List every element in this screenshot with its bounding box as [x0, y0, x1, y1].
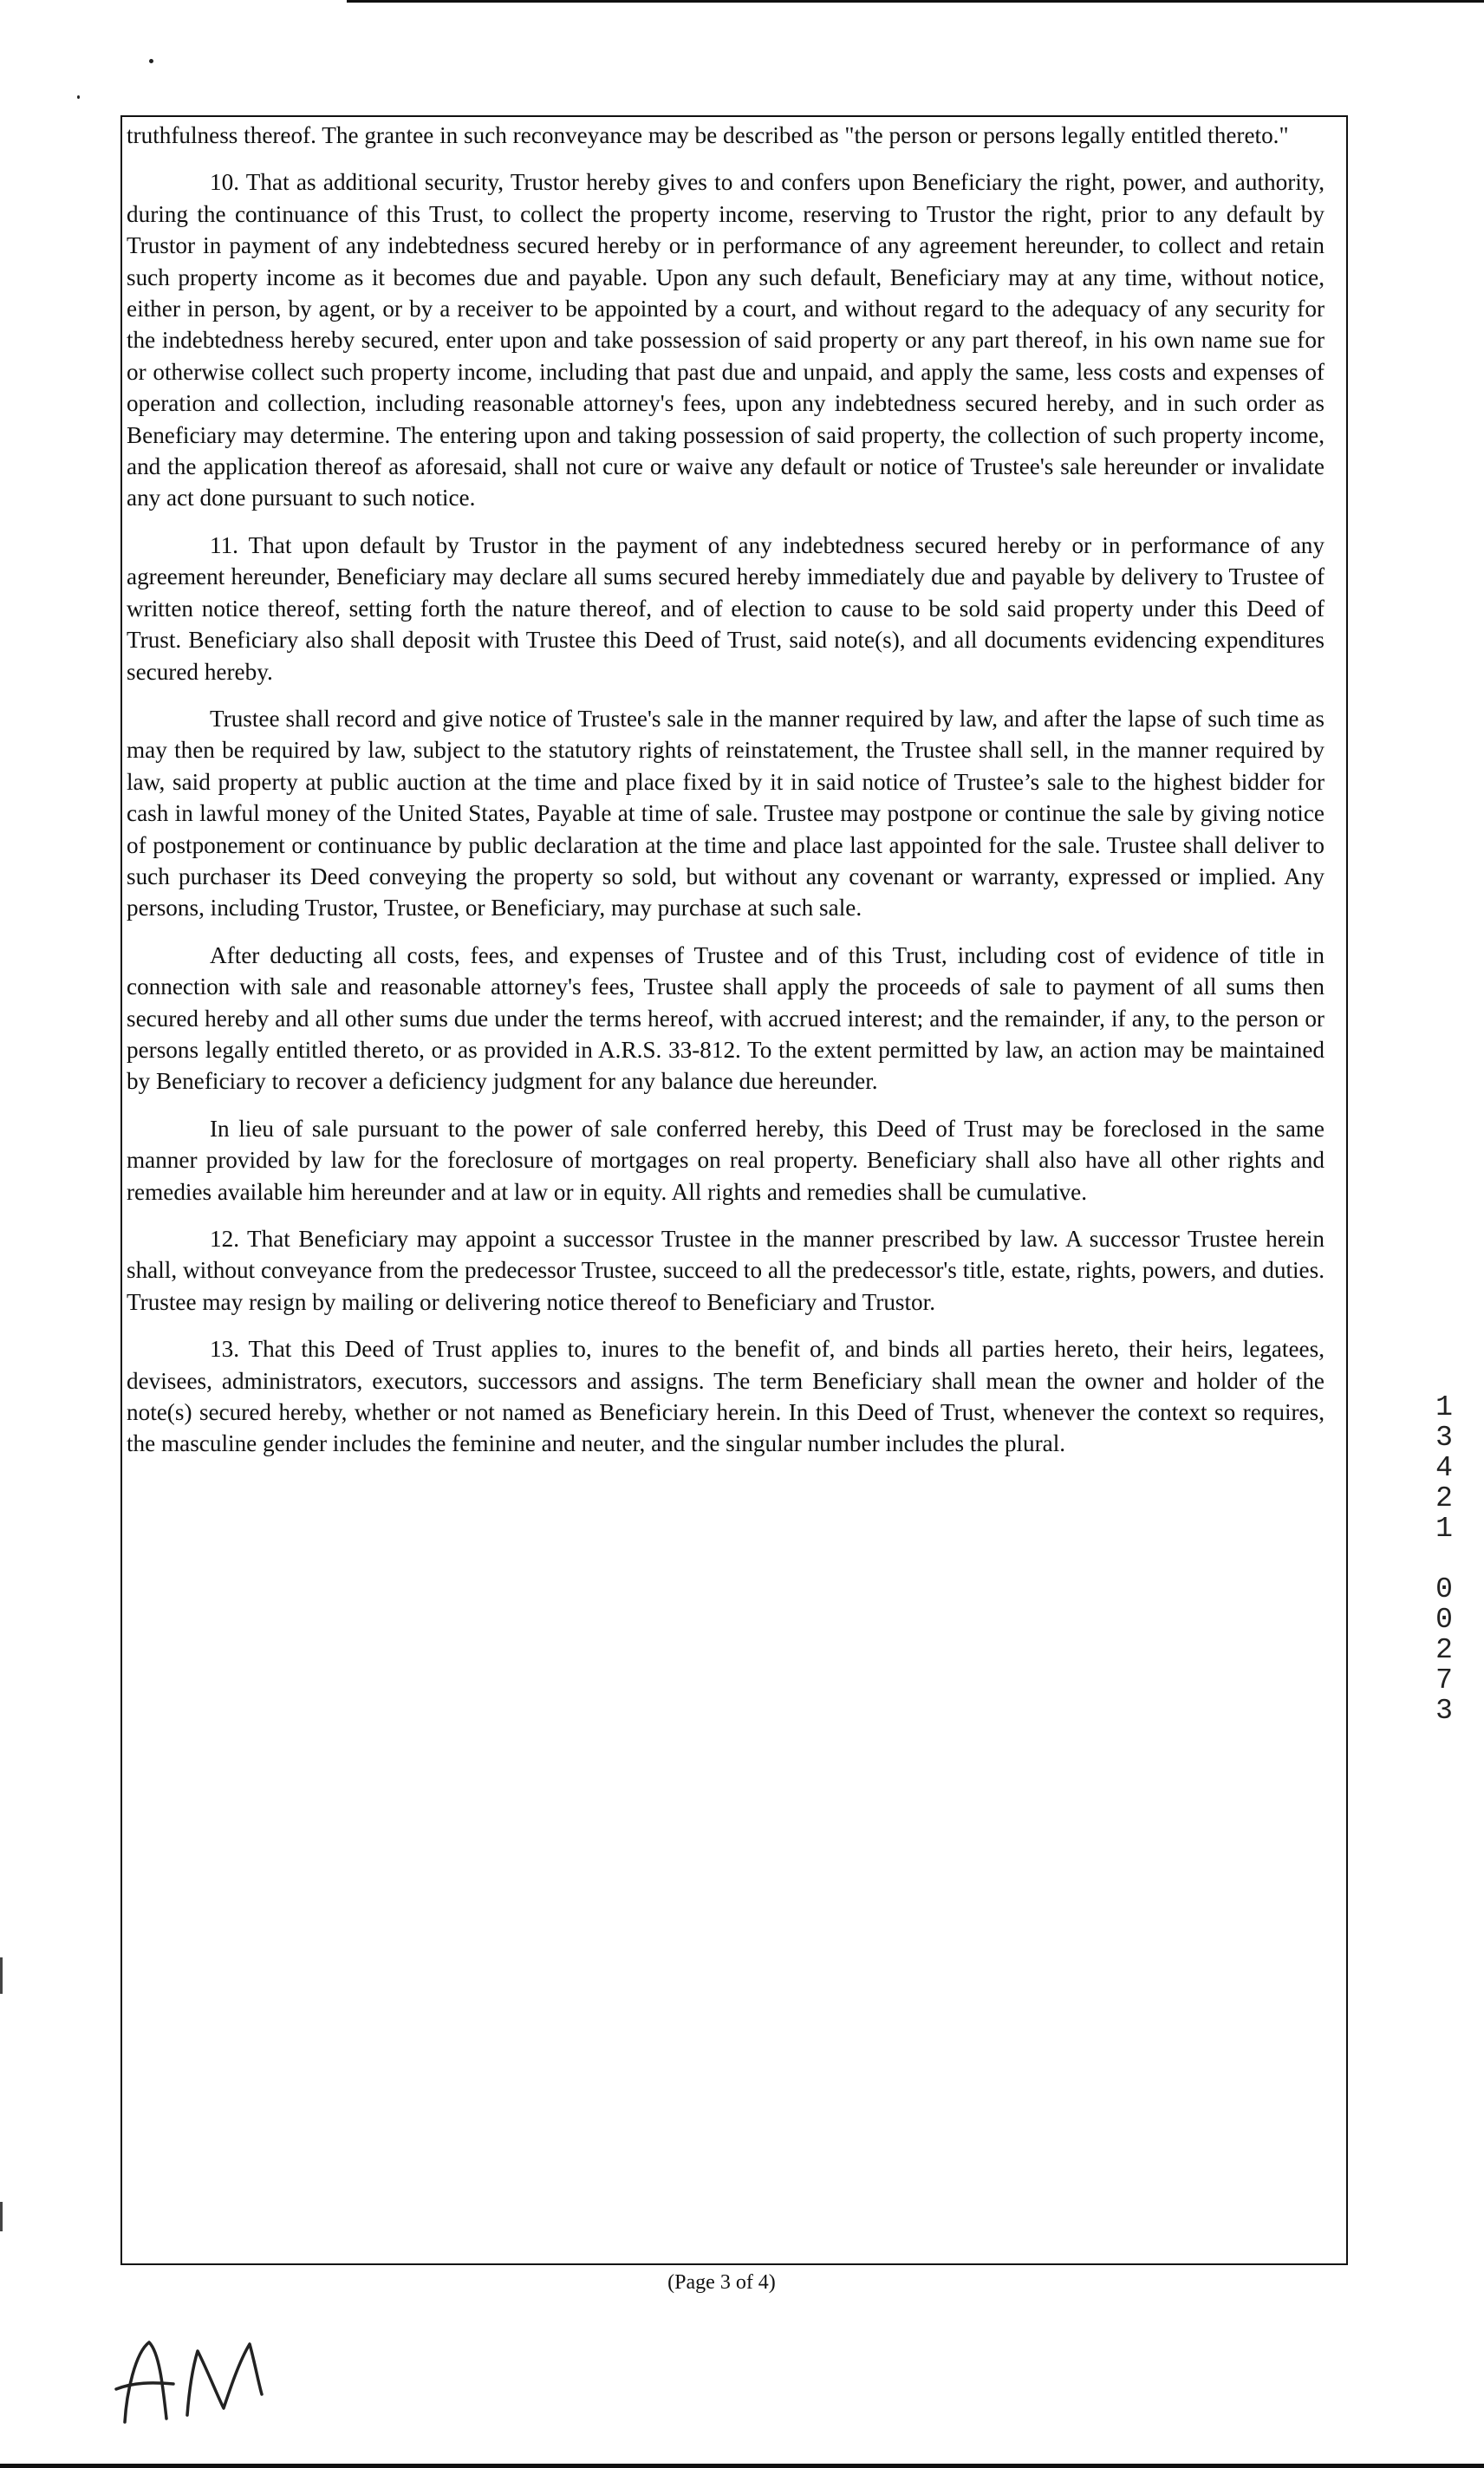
top-edge-rule [347, 0, 1484, 3]
bottom-edge-rule [0, 2464, 1484, 2468]
paragraph-10-assignment-of-income: 10. That as additional security, Trustor hereby gives to and confers upon Beneficiary the right, power, and authority, during the continuance of this Trust, to collect the property income, reserving to Trustor the right, prior to any default by Trustor in payment of any indebtedness secured hereby or in performance of any agreement hereunder, to collect and retain such property income as it becomes due and payable. Upon any such default, Beneficiary may at any time, without notice, either in person, by agent, or by a receiver to be appointed by a court, and without regard to the adequacy of any security for the indebtedness hereby secured, enter upon and take possession of said property or any part thereof, in his own name sue for or otherwise collect such property income, including that past due and unpaid, and apply the same, less costs and expenses of operation and collection, including reasonable attorney's fees, upon any indebtedness secured hereby, and in such order as Beneficiary may determine. The entering upon and taking possession of said property, the collection of such property income, and the application thereof as aforesaid, shall not cure or waive any default or notice of Trustee's sale hereunder or invalidate any act done pursuant to such notice. [127, 169, 1325, 511]
paragraph-12-successor-trustee: 12. That Beneficiary may appoint a successor Trustee in the manner prescribed by law. A successor Trustee herein shall, without conveyance from the predecessor Trustee, succeed to all the predecessor's title, estate, rights, powers, and duties. Trustee may resign by mailing or delivering notice thereof to Beneficiary and Trustor. [127, 1226, 1325, 1315]
paragraph-11-default: 11. That upon default by Trustor in the payment of any indebtedness secured hereby or in performance of any agreement hereunder, Beneficiary may declare all sums secured hereby immediately due and payable by delivery to Trustee of written notice thereof, setting forth the nature thereof, and of election to cause to be sold said property under this Deed of Trust. Beneficiary also shall deposit with Trustee this Deed of Trust, said note(s), and all documents evidencing expenditures secured hereby. [127, 531, 1325, 685]
paragraph-continuation: truthfulness thereof. The grantee in such reconveyance may be described as "the person or persons legally entitled thereto." [127, 122, 1289, 148]
scan-speck [149, 59, 153, 63]
page-number: (Page 3 of 4) [667, 2271, 776, 2294]
scan-speck [77, 95, 80, 99]
paragraph-trustee-sale: Trustee shall record and give notice of Trustee's sale in the manner required by law, and after the lapse of such time as may then be required by law, subject to the statutory rights of reinstatement, the Trustee shall sell, in the manner required by law, said property at public auction at the time and place fixed by it in said notice of Trustee’s sale to the highest bidder for cash in lawful money of the United States, Payable at time of sale. Trustee may postpone or continue the sale by giving notice of postponement or continuance by public declaration at the time and place last appointed for the sale. Trustee shall deliver to such purchaser its Deed conveying the property so sold, but without any covenant or warranty, expressed or implied. Any persons, including Trustor, Trustee, or Beneficiary, may purchase at such sale. [127, 705, 1325, 921]
deed-body-text [127, 120, 1325, 1475]
paragraph-foreclosure: In lieu of sale pursuant to the power of sale conferred hereby, this Deed of Trust may be foreclosed in the same manner provided by law for the foreclosure of mortgages on real property. Beneficiary shall also have all other rights and remedies available him hereunder and at law or in equity. All rights and remedies shall be cumulative. [127, 1115, 1325, 1205]
handwritten-initials [113, 2332, 269, 2427]
paragraph-13-binding-effect: 13. That this Deed of Trust applies to, inures to the benefit of, and binds all parties hereto, their heirs, legatees, devisees, administrators, executors, successors and assigns. The term Beneficiary shall mean the owner and holder of the note(s) secured hereby, whether or not named as Beneficiary herein. In this Deed of Trust, whenever the context so requires, the masculine gender includes the feminine and neuter, and the singular number includes the plural. [127, 1336, 1325, 1457]
paragraph-sale-proceeds: After deducting all costs, fees, and expenses of Trustee and of this Trust, including cost of evidence of title in connection with sale and reasonable attorney's fees, Trustee shall apply the proceeds of sale to payment of all sums then secured hereby and all other sums due under the terms hereof, with accrued interest; and the remainder, if any, to the person or persons legally entitled thereto, or as provided in A.R.S. 33-812. To the extent permitted by law, an action may be maintained by Beneficiary to recover a deficiency judgment for any balance due hereunder. [127, 941, 1325, 1095]
scan-edge-mark [0, 1957, 3, 1994]
recording-number-stamp: 1 3 4 2 1 0 0 2 7 3 [1435, 1391, 1453, 1727]
scan-edge-mark [0, 2202, 3, 2231]
